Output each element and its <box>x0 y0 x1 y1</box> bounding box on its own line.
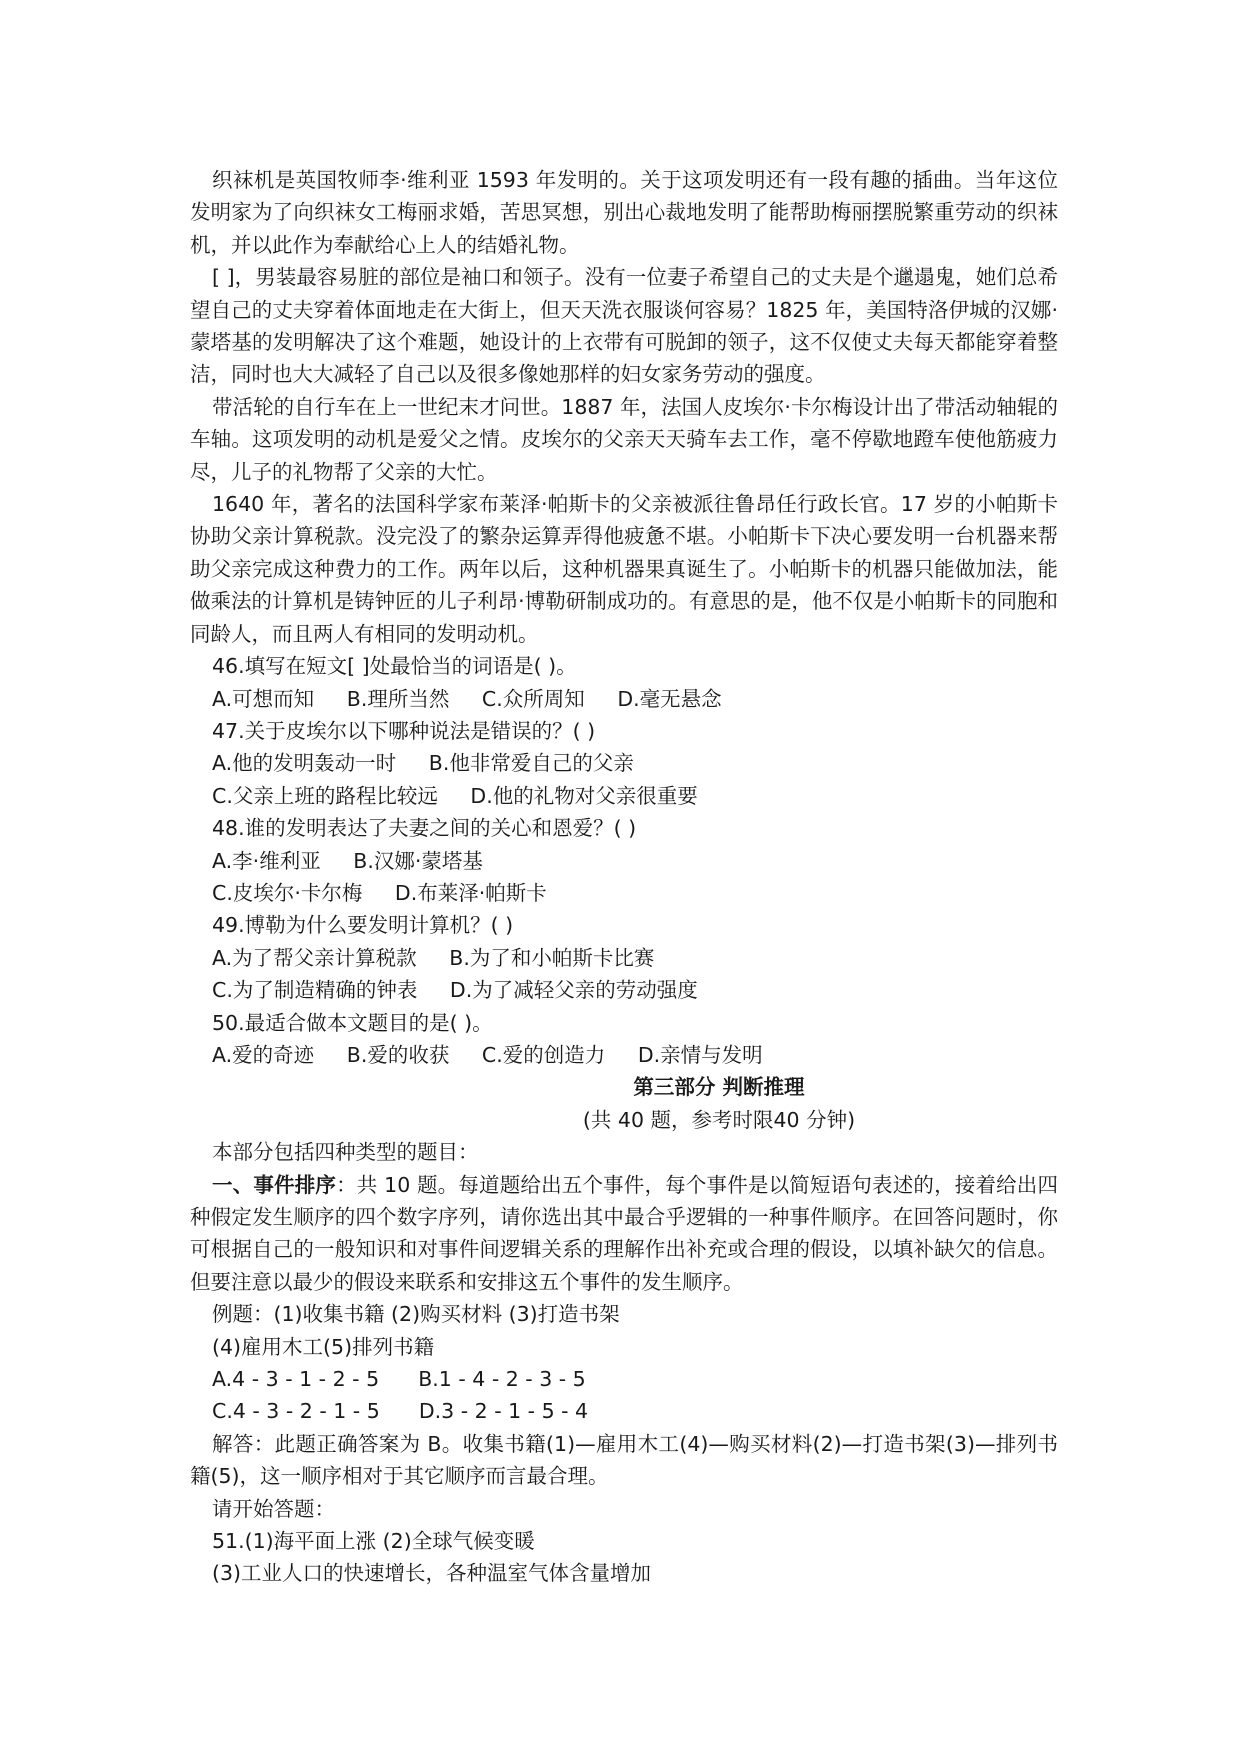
question-46: 46.填写在短文[ ]处最恰当的词语是( )。 <box>212 654 577 679</box>
question-50: 50.最适合做本文题目的是( )。 <box>212 1010 493 1035</box>
section-intro: 本部分包括四种类型的题目： <box>212 1140 479 1165</box>
passage-paragraph-1: 织袜机是英国牧师李·维利亚 1593 年发明的。关于这项发明还有一段有趣的插曲。当年这位发明家为了向织袜女工梅丽求婚，苦思冥想，别出心裁地发明了能帮助梅丽摆脱繁重劳动的织袜机，并以此作为奉献给心上人的结婚礼物。 <box>190 168 1058 257</box>
passage-paragraph-4: 1640 年，著名的法国科学家布莱泽·帕斯卡的父亲被派往鲁昂任行政长官。17 岁的小帕斯卡协助父亲计算税款。没完没了的繁杂运算弄得他疲惫不堪。小帕斯卡下决心要发明一台机器来帮助父亲完成这种费力的工作。两年以后，这种机器果真诞生了。小帕斯卡的机器只能做加法，能做乘法的计算机是铸钟匠的儿子利昂·博勒研制成功的。有意思的是，他不仅是小帕斯卡的同胞和同龄人，而且两人有相同的发明动机。 <box>190 492 1058 646</box>
section-subtitle: (共 40 题，参考时限40 分钟) <box>582 1107 856 1132</box>
question-47-options-2: C.父亲上班的路程比较远 D.他的礼物对父亲很重要 <box>212 783 698 808</box>
question-50-options: A.爱的奇迹 B.爱的收获 C.爱的创造力 D.亲情与发明 <box>212 1042 763 1067</box>
example-line-1: 例题：(1)收集书籍 (2)购买材料 (3)打造书架 <box>212 1302 620 1327</box>
question-48-options-2: C.皮埃尔·卡尔梅 D.布莱泽·帕斯卡 <box>212 880 547 905</box>
question-48-options-1: A.李·维利亚 B.汉娜·蒙塔基 <box>212 848 483 873</box>
question-48: 48.谁的发明表达了夫妻之间的关心和恩爱？( ) <box>212 816 637 841</box>
question-47-options-1: A.他的发明轰动一时 B.他非常爱自己的父亲 <box>212 751 634 776</box>
part1-heading: 一、事件排序 <box>212 1172 337 1197</box>
document-page <box>190 164 1058 1590</box>
part1-description <box>190 1169 1058 1299</box>
example-line-2: (4)雇用木工(5)排列书籍 <box>212 1334 435 1359</box>
question-47: 47.关于皮埃尔以下哪种说法是错误的？( ) <box>212 718 596 743</box>
passage-paragraph-2: [ ]，男装最容易脏的部位是袖口和领子。没有一位妻子希望自己的丈夫是个邋遢鬼，她们总希望自己的丈夫穿着体面地走在大街上，但天天洗衣服谈何容易？1825 年，美国特洛伊城的汉娜·蒙塔基的发明解决了这个难题，她设计的上衣带有可脱卸的领子，这不仅使丈夫每天都能穿着整洁，同时也大大减轻了自己以及很多像她那样的妇女家务劳动的强度。 <box>190 265 1058 387</box>
passage-paragraph-3: 带活轮的自行车在上一世纪末才问世。1887 年，法国人皮埃尔·卡尔梅设计出了带活动轴辊的车轴。这项发明的动机是爱父之情。皮埃尔的父亲天天骑车去工作，毫不停歇地蹬车使他筋疲力尽，儿子的礼物帮了父亲的大忙。 <box>190 394 1058 484</box>
question-49-options-1: A.为了帮父亲计算税款 B.为了和小帕斯卡比赛 <box>212 945 655 970</box>
start-prompt: 请开始答题： <box>212 1496 335 1521</box>
part1-text: ：共 10 题。每道题给出五个事件，每个事件是以简短语句表述的，接着给出四种假定发生顺序的四个数字序列，请你选出其中最合乎逻辑的一种事件顺序。在回答问题时，你可根据自己的一般知识和对事件间逻辑关系的理解作出补充或合理的假设，以填补缺欠的信息。但要注意以最少的假设来联系和安排这五个事件的发生顺序。 <box>190 1172 1058 1294</box>
question-46-options: A.可想而知 B.理所当然 C.众所周知 D.毫无悬念 <box>212 686 722 711</box>
question-49: 49.博勒为什么要发明计算机？( ) <box>212 913 514 938</box>
question-51-line-1: 51.(1)海平面上涨 (2)全球气候变暖 <box>212 1529 535 1554</box>
question-51-line-2: (3)工业人口的快速增长，各种温室气体含量增加 <box>212 1561 652 1586</box>
example-answer: 解答：此题正确答案为 B。收集书籍(1)—雇用木工(4)—购买材料(2)—打造书架(3)—排列书籍(5)，这一顺序相对于其它顺序而言最合理。 <box>190 1431 1058 1489</box>
section-title: 第三部分 判断推理 <box>633 1075 805 1100</box>
example-options-1: A.4 - 3 - 1 - 2 - 5 B.1 - 4 - 2 - 3 - 5 <box>212 1367 586 1392</box>
question-49-options-2: C.为了制造精确的钟表 D.为了减轻父亲的劳动强度 <box>212 978 698 1003</box>
example-options-2: C.4 - 3 - 2 - 1 - 5 D.3 - 2 - 1 - 5 - 4 <box>212 1399 589 1424</box>
